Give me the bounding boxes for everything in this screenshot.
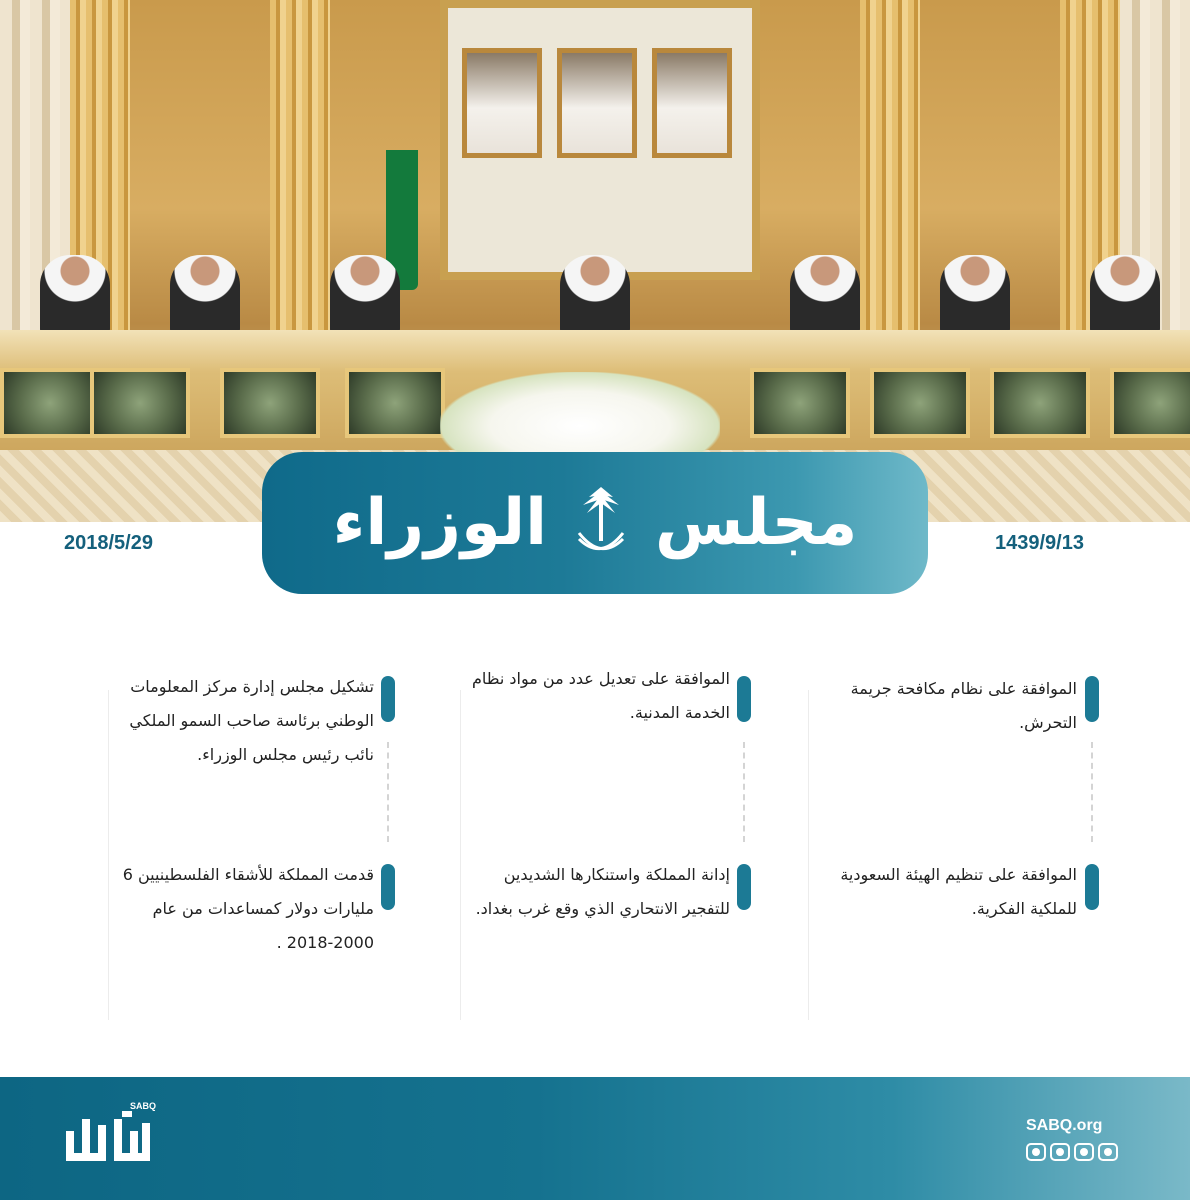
column-divider: [460, 690, 461, 1020]
decision-marker: [1085, 676, 1099, 722]
website-link[interactable]: SABQ.org: [1026, 1117, 1103, 1134]
minister: [560, 255, 630, 335]
table-inlay: [220, 368, 320, 438]
title-word-council: مجلس: [655, 486, 858, 560]
twitter-icon[interactable]: [1098, 1143, 1118, 1161]
dashed-connector: [387, 742, 389, 842]
table-inlay: [750, 368, 850, 438]
decision-item: قدمت المملكة للأشقاء الفلسطينيين 6 مليارات دولار كمساعدات من عام 2000-2018 .: [122, 865, 374, 952]
footer-bar: [0, 1077, 1190, 1200]
gregorian-date: 2018/5/29: [64, 532, 153, 554]
snapchat-icon[interactable]: [1050, 1143, 1070, 1161]
social-icons: [1026, 1143, 1118, 1161]
title-word-ministers: الوزراء: [332, 486, 548, 560]
minister: [40, 255, 110, 335]
portrait: [462, 48, 542, 158]
decision-item: إدانة المملكة واستنكارها الشديدين للتفجير الانتحاري الذي وقع غرب بغداد.: [475, 865, 730, 918]
decision-item: تشكيل مجلس إدارة مركز المعلومات الوطني برئاسة صاحب السمو الملكي نائب رئيس مجلس الوزراء.: [129, 677, 374, 764]
gold-pillar: [860, 0, 920, 330]
table-inlay: [1110, 368, 1190, 438]
minister: [330, 255, 400, 335]
decision-item: الموافقة على تنظيم الهيئة السعودية للملكية الفكرية.: [840, 865, 1077, 918]
decision-marker: [737, 676, 751, 722]
portrait: [557, 48, 637, 158]
column-divider: [808, 690, 809, 1020]
table-inlay: [345, 368, 445, 438]
minister: [790, 255, 860, 335]
saudi-emblem-icon: [573, 483, 629, 563]
telegram-icon[interactable]: [1026, 1143, 1046, 1161]
gold-pillar: [270, 0, 330, 330]
decision-marker: [381, 864, 395, 910]
decision-marker: [1085, 864, 1099, 910]
table-inlay: [90, 368, 190, 438]
minister: [940, 255, 1010, 335]
decision-marker: [381, 676, 395, 722]
decision-item: الموافقة على تعديل عدد من مواد نظام الخدمة المدنية.: [471, 669, 730, 722]
instagram-icon[interactable]: [1074, 1143, 1094, 1161]
decision-item: الموافقة على نظام مكافحة جريمة التحرش.: [850, 679, 1077, 732]
minister: [170, 255, 240, 335]
cabinet-meeting-photo: [0, 0, 1190, 522]
dashed-connector: [743, 742, 745, 842]
minister: [1090, 255, 1160, 335]
sabq-tagline: SABQ: [130, 1101, 157, 1111]
portrait: [652, 48, 732, 158]
dashed-connector: [1091, 742, 1093, 842]
hijri-date: 1439/9/13: [995, 532, 1084, 554]
title-banner: [262, 452, 928, 594]
table-inlay: [990, 368, 1090, 438]
decision-marker: [737, 864, 751, 910]
sabq-logo-icon[interactable]: [62, 1109, 158, 1165]
table-inlay: [0, 368, 100, 438]
flower-arrangement: [440, 372, 720, 462]
table-inlay: [870, 368, 970, 438]
